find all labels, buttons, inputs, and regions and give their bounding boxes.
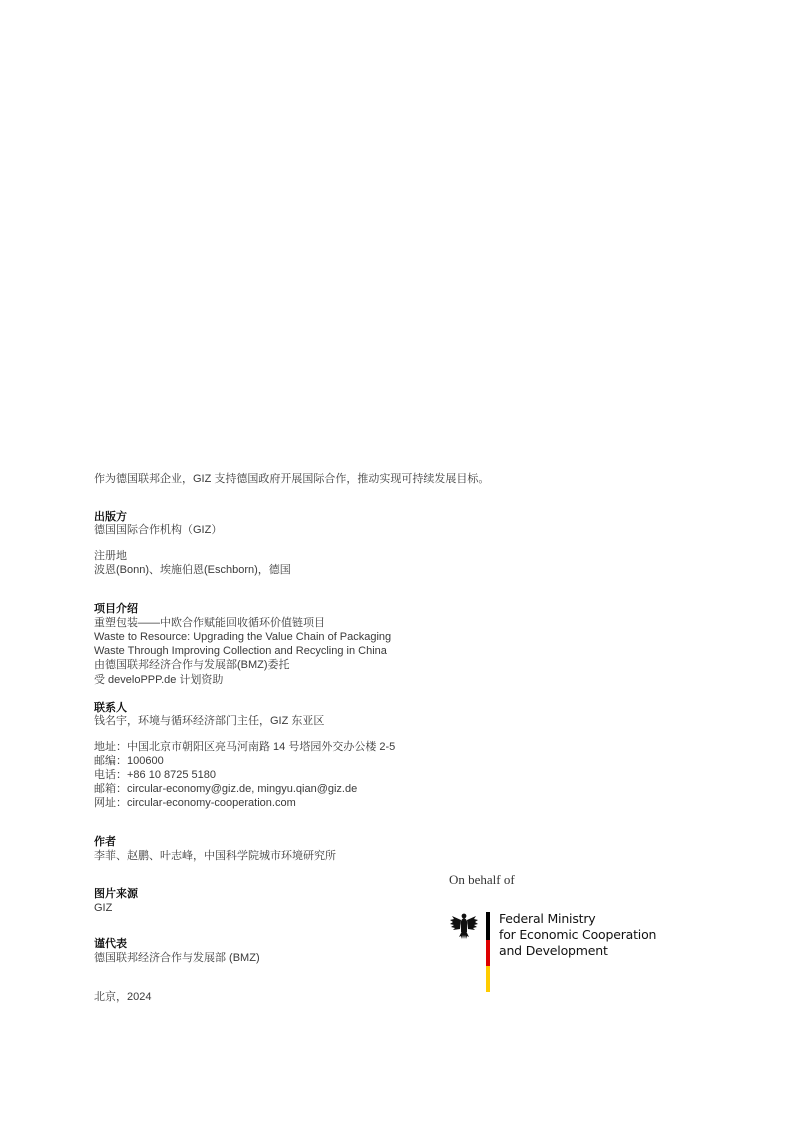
project-line: Waste to Resource: Upgrading the Value Chain of Packaging	[94, 631, 392, 643]
flag-stripe-gold	[486, 966, 490, 992]
contact-email: 邮箱：circular-economy@giz.de, mingyu.qian@giz.de	[94, 783, 358, 795]
intro-text: 作为德国联邦企业，GIZ 支持德国政府开展国际合作，推动实现可持续发展目标。	[94, 473, 490, 485]
contact-person: 钱名宇，环境与循环经济部门主任，GIZ 东亚区	[94, 715, 325, 727]
publisher-heading: 出版方	[94, 511, 127, 523]
authors-heading: 作者	[94, 836, 116, 848]
image-source-value: GIZ	[94, 902, 113, 914]
on-behalf-of-text: On behalf of	[449, 872, 515, 887]
contact-heading: 联系人	[94, 702, 127, 714]
project-heading: 项目介绍	[94, 603, 138, 615]
contact-postcode: 邮编：100600	[94, 755, 164, 767]
contact-phone: 电话：+86 10 8725 5180	[94, 769, 217, 781]
german-flag-bar	[486, 912, 490, 992]
project-line: 受 develoPPP.de 计划资助	[94, 674, 224, 686]
project-line: 由德国联邦经济合作与发展部(BMZ)委托	[94, 659, 290, 671]
flag-stripe-red	[486, 940, 490, 966]
registered-office-label: 注册地	[94, 550, 127, 562]
registered-office-value: 波恩(Bonn)、埃施伯恩(Eschborn)，德国	[94, 564, 291, 576]
authors-value: 李菲、赵鹏、叶志峰，中国科学院城市环境研究所	[94, 850, 336, 862]
on-behalf-heading: 谨代表	[94, 938, 127, 950]
project-line: Waste Through Improving Collection and Recycling in China	[94, 645, 387, 657]
publisher-name: 德国国际合作机构（GIZ）	[94, 524, 223, 536]
place-date: 北京，2024	[94, 991, 152, 1003]
image-source-heading: 图片来源	[94, 888, 138, 900]
project-line: 重塑包装——中欧合作赋能回收循环价值链项目	[94, 617, 325, 629]
contact-website: 网址：circular-economy-cooperation.com	[94, 797, 296, 809]
ministry-name	[499, 911, 656, 959]
ministry-line: for Economic Cooperation	[499, 927, 657, 942]
federal-eagle-icon	[448, 910, 480, 942]
contact-address: 地址：中国北京市朝阳区亮马河南路 14 号塔园外交办公楼 2-5	[94, 741, 396, 753]
ministry-line: and Development	[499, 943, 608, 958]
on-behalf-value: 德国联邦经济合作与发展部 (BMZ)	[94, 952, 260, 964]
ministry-line: Federal Ministry	[499, 911, 596, 926]
flag-stripe-black	[486, 912, 490, 940]
